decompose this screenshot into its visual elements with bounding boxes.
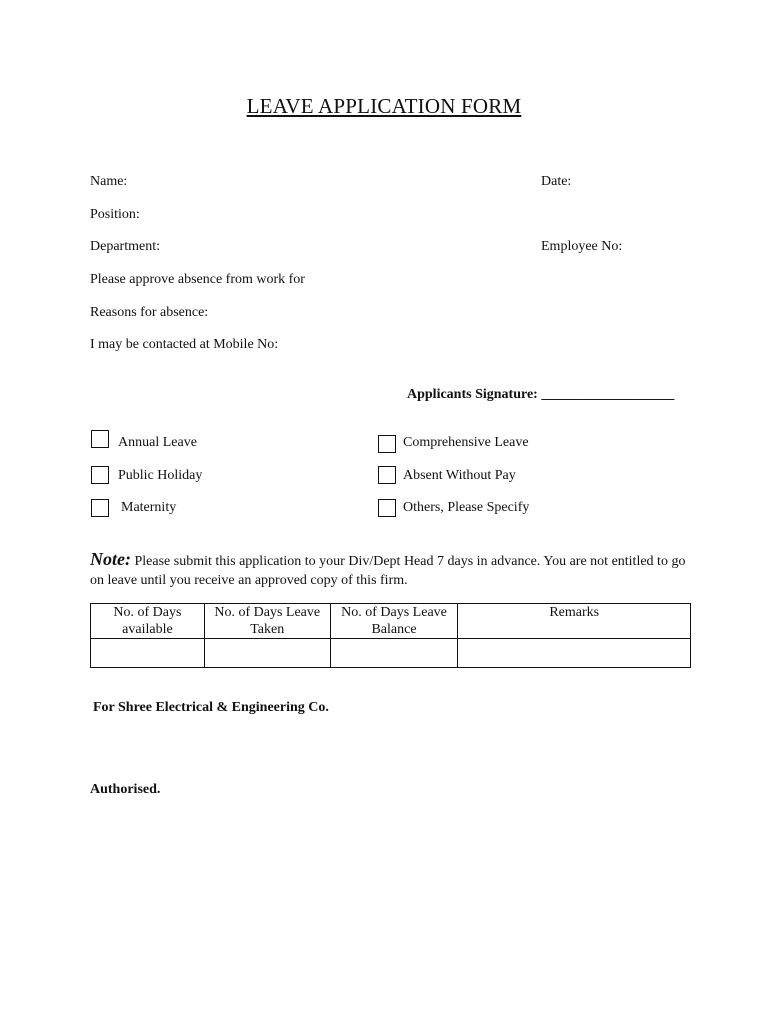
form-title: LEAVE APPLICATION FORM: [246, 94, 522, 118]
signature-line[interactable]: ___________________: [541, 387, 675, 402]
annual-leave-label: Annual Leave: [118, 435, 197, 450]
days-available-cell[interactable]: [91, 639, 205, 668]
approve-absence-label: Please approve absence from work for: [90, 272, 305, 287]
others-label: Others, Please Specify: [403, 500, 530, 515]
employee-no-label: Employee No:: [541, 239, 623, 254]
comprehensive-leave-checkbox[interactable]: [378, 435, 396, 453]
name-label: Name:: [90, 174, 128, 189]
maternity-checkbox[interactable]: [91, 499, 109, 517]
note-text: Please submit this application to your Div/Dept Head 7 days in advance. You are not entitled to go on leave until you receive an approved copy of this firm.: [90, 554, 686, 588]
remarks-header: Remarks: [458, 604, 691, 639]
others-checkbox[interactable]: [378, 499, 396, 517]
days-balance-header: No. of Days Leave Balance: [330, 604, 458, 639]
comprehensive-leave-label: Comprehensive Leave: [403, 435, 529, 450]
absent-without-pay-checkbox[interactable]: [378, 466, 396, 484]
date-label: Date:: [541, 174, 572, 189]
days-available-header: No. of Days available: [91, 604, 205, 639]
maternity-label: Maternity: [121, 500, 177, 515]
annual-leave-checkbox[interactable]: [91, 430, 109, 448]
authorised-label: Authorised.: [90, 782, 161, 797]
note-paragraph: [90, 550, 690, 590]
table-row: [91, 639, 691, 668]
table-header-row: [91, 604, 691, 639]
company-line: For Shree Electrical & Engineering Co.: [93, 700, 329, 715]
public-holiday-checkbox[interactable]: [91, 466, 109, 484]
position-label: Position:: [90, 207, 140, 222]
reasons-label: Reasons for absence:: [90, 305, 209, 320]
absent-without-pay-label: Absent Without Pay: [403, 468, 516, 483]
department-label: Department:: [90, 239, 160, 254]
days-taken-cell[interactable]: [204, 639, 330, 668]
contact-label: I may be contacted at Mobile No:: [90, 337, 279, 352]
public-holiday-label: Public Holiday: [118, 468, 203, 483]
signature-field: [407, 387, 674, 403]
remarks-cell[interactable]: [458, 639, 691, 668]
signature-label: Applicants Signature:: [407, 387, 538, 402]
leave-balance-table: [90, 603, 691, 668]
note-heading: Note:: [90, 549, 131, 569]
days-balance-cell[interactable]: [330, 639, 458, 668]
days-taken-header: No. of Days Leave Taken: [204, 604, 330, 639]
